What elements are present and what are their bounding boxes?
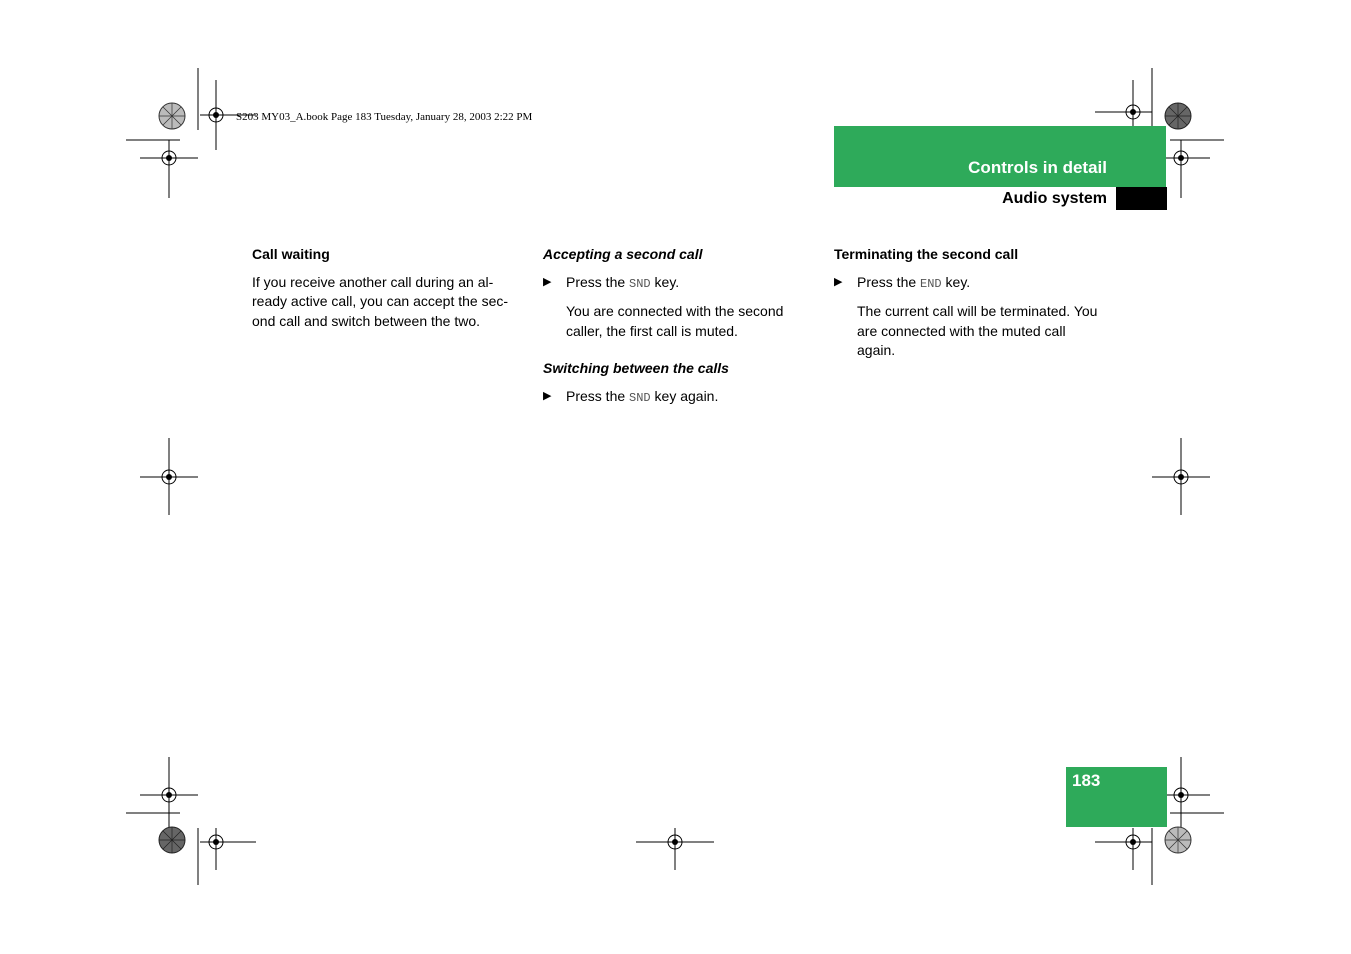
crosshair-centers [166,109,1184,845]
text-line: ready active call, you can accept the sec- [252,293,509,310]
heading-terminating: Terminating the second call [834,246,1019,262]
text-line: are connected with the muted call [857,322,1066,339]
section-title: Controls in detail [968,158,1107,177]
column-middle [543,245,813,409]
step-text: Press the [566,387,626,404]
heading-accepting: Accepting a second call [543,246,703,262]
result-paragraph [543,302,813,341]
key-label: END [920,276,942,291]
result-paragraph [834,302,1124,361]
step-text: Press the [857,273,917,290]
step-press-end [834,273,1124,295]
heading-call-waiting: Call waiting [252,246,330,262]
step-text: key again. [654,387,719,404]
column-left [252,245,522,331]
key-label: SND [629,276,651,291]
text-line: You are connected with the second [566,303,784,320]
star-target-icon [1165,103,1191,129]
heading-switching: Switching between the calls [543,360,729,377]
step-press-snd [543,273,813,295]
text-line: If you receive another call during an al- [252,273,494,290]
step-text: key. [654,273,680,290]
crosshair-icon [1095,828,1152,870]
text-line: ond call and switch between the two. [252,312,481,329]
triangle-bullet-icon: ▶ [543,389,552,402]
subsection-title: Audio system [1002,190,1107,207]
page-number: 183 [1072,771,1101,790]
text-line: caller, the first call is muted. [566,322,738,339]
paragraph-call-waiting [252,273,522,332]
text-line: The current call will be terminated. You [857,303,1098,320]
step-text: key. [945,273,971,290]
star-target-icon [159,827,185,853]
star-target-icon [1165,827,1191,853]
column-right [834,245,1124,361]
crosshair-icon [636,828,714,870]
key-label: SND [629,390,651,405]
triangle-bullet-icon: ▶ [543,275,552,288]
text-line: again. [857,342,896,359]
step-press-snd-again [543,387,813,409]
crosshair-icon [140,140,198,198]
triangle-bullet-icon: ▶ [834,275,843,288]
step-text: Press the [566,273,626,290]
star-target-icon [159,103,185,129]
section-tab [1116,187,1167,210]
book-info-line: S203 MY03_A.book Page 183 Tuesday, January 28, 2003 2:22 PM [236,111,533,123]
crosshair-icon [200,828,256,870]
